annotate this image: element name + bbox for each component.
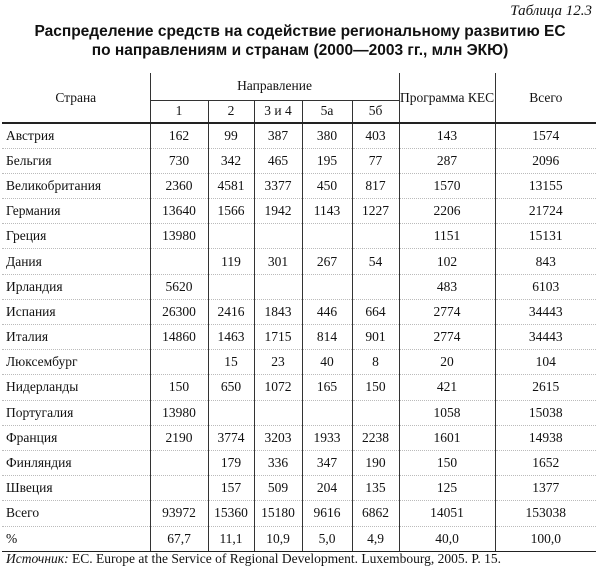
country-cell: Испания bbox=[2, 299, 150, 324]
value-cell bbox=[150, 350, 208, 375]
value-cell: 26300 bbox=[150, 299, 208, 324]
value-cell: 650 bbox=[208, 375, 254, 400]
header-direction: Направление bbox=[150, 73, 399, 100]
country-cell: Нидерланды bbox=[2, 375, 150, 400]
value-cell: 664 bbox=[352, 299, 399, 324]
table-title bbox=[0, 22, 600, 60]
country-cell: Дания bbox=[2, 249, 150, 274]
value-cell: 13980 bbox=[150, 400, 208, 425]
table-row bbox=[2, 249, 596, 274]
value-cell: 34443 bbox=[495, 299, 596, 324]
value-cell: 54 bbox=[352, 249, 399, 274]
value-cell: 380 bbox=[302, 123, 352, 148]
value-cell: 67,7 bbox=[150, 526, 208, 551]
header-total: Всего bbox=[495, 73, 596, 123]
table-title-line: Распределение средств на содействие региональному развитию ЕС bbox=[34, 23, 566, 40]
value-cell bbox=[254, 400, 302, 425]
value-cell: 15038 bbox=[495, 400, 596, 425]
value-cell: 15 bbox=[208, 350, 254, 375]
value-cell: 2096 bbox=[495, 148, 596, 173]
country-cell: Ирландия bbox=[2, 274, 150, 299]
table-body bbox=[2, 123, 596, 551]
value-cell: 15131 bbox=[495, 224, 596, 249]
value-cell: 2206 bbox=[399, 199, 495, 224]
country-cell: Бельгия bbox=[2, 148, 150, 173]
value-cell: 509 bbox=[254, 476, 302, 501]
header-direction-3-4: 3 и 4 bbox=[254, 100, 302, 123]
value-cell: 11,1 bbox=[208, 526, 254, 551]
value-cell bbox=[254, 274, 302, 299]
value-cell: 421 bbox=[399, 375, 495, 400]
table-title-line: по направлениям и странам (2000—2003 гг., млн ЭКЮ) bbox=[91, 42, 509, 59]
value-cell: 5,0 bbox=[302, 526, 352, 551]
table-row bbox=[2, 375, 596, 400]
value-cell: 77 bbox=[352, 148, 399, 173]
value-cell: 387 bbox=[254, 123, 302, 148]
value-cell: 190 bbox=[352, 450, 399, 475]
value-cell: 179 bbox=[208, 450, 254, 475]
country-cell: Великобритания bbox=[2, 173, 150, 198]
value-cell: 40 bbox=[302, 350, 352, 375]
value-cell: 2416 bbox=[208, 299, 254, 324]
value-cell bbox=[302, 400, 352, 425]
value-cell: 3377 bbox=[254, 173, 302, 198]
table-row bbox=[2, 400, 596, 425]
value-cell: 135 bbox=[352, 476, 399, 501]
table-row bbox=[2, 199, 596, 224]
value-cell bbox=[150, 476, 208, 501]
value-cell: 100,0 bbox=[495, 526, 596, 551]
table-row bbox=[2, 526, 596, 551]
table-row bbox=[2, 274, 596, 299]
value-cell: 2238 bbox=[352, 425, 399, 450]
value-cell: 1574 bbox=[495, 123, 596, 148]
value-cell: 8 bbox=[352, 350, 399, 375]
country-cell: Франция bbox=[2, 425, 150, 450]
value-cell: 901 bbox=[352, 325, 399, 350]
table-row bbox=[2, 224, 596, 249]
source-text: EC. Europe at the Service of Regional Development. Luxembourg, 2005. P. 15. bbox=[68, 551, 502, 566]
header-program: Программа КЕС bbox=[399, 73, 495, 123]
value-cell: 15360 bbox=[208, 501, 254, 526]
value-cell: 342 bbox=[208, 148, 254, 173]
table-row bbox=[2, 476, 596, 501]
value-cell: 143 bbox=[399, 123, 495, 148]
country-cell: Финляндия bbox=[2, 450, 150, 475]
value-cell: 465 bbox=[254, 148, 302, 173]
value-cell: 1072 bbox=[254, 375, 302, 400]
value-cell: 2774 bbox=[399, 299, 495, 324]
country-cell: Италия bbox=[2, 325, 150, 350]
country-cell: Люксембург bbox=[2, 350, 150, 375]
value-cell: 5620 bbox=[150, 274, 208, 299]
value-cell: 10,9 bbox=[254, 526, 302, 551]
value-cell: 3203 bbox=[254, 425, 302, 450]
value-cell: 119 bbox=[208, 249, 254, 274]
value-cell: 814 bbox=[302, 325, 352, 350]
country-cell: % bbox=[2, 526, 150, 551]
value-cell: 450 bbox=[302, 173, 352, 198]
header-country: Страна bbox=[2, 73, 150, 123]
value-cell: 1601 bbox=[399, 425, 495, 450]
value-cell: 4581 bbox=[208, 173, 254, 198]
value-cell: 1143 bbox=[302, 199, 352, 224]
value-cell bbox=[150, 450, 208, 475]
value-cell: 2615 bbox=[495, 375, 596, 400]
value-cell bbox=[208, 224, 254, 249]
value-cell: 287 bbox=[399, 148, 495, 173]
country-cell: Всего bbox=[2, 501, 150, 526]
value-cell: 1377 bbox=[495, 476, 596, 501]
value-cell: 1058 bbox=[399, 400, 495, 425]
value-cell: 1652 bbox=[495, 450, 596, 475]
header-direction-5a: 5а bbox=[302, 100, 352, 123]
value-cell: 14860 bbox=[150, 325, 208, 350]
value-cell: 20 bbox=[399, 350, 495, 375]
value-cell: 14051 bbox=[399, 501, 495, 526]
value-cell bbox=[302, 224, 352, 249]
value-cell: 267 bbox=[302, 249, 352, 274]
table-row bbox=[2, 173, 596, 198]
value-cell: 195 bbox=[302, 148, 352, 173]
value-cell: 817 bbox=[352, 173, 399, 198]
value-cell: 99 bbox=[208, 123, 254, 148]
value-cell: 150 bbox=[352, 375, 399, 400]
value-cell: 1942 bbox=[254, 199, 302, 224]
value-cell: 150 bbox=[399, 450, 495, 475]
value-cell bbox=[302, 274, 352, 299]
table-row bbox=[2, 450, 596, 475]
value-cell: 162 bbox=[150, 123, 208, 148]
value-cell: 6862 bbox=[352, 501, 399, 526]
value-cell: 13155 bbox=[495, 173, 596, 198]
source-label: Источник: bbox=[6, 551, 69, 566]
value-cell bbox=[352, 274, 399, 299]
country-cell: Германия bbox=[2, 199, 150, 224]
value-cell: 730 bbox=[150, 148, 208, 173]
value-cell: 102 bbox=[399, 249, 495, 274]
value-cell: 13980 bbox=[150, 224, 208, 249]
value-cell: 13640 bbox=[150, 199, 208, 224]
value-cell: 1566 bbox=[208, 199, 254, 224]
value-cell: 483 bbox=[399, 274, 495, 299]
value-cell bbox=[352, 224, 399, 249]
country-cell: Швеция bbox=[2, 476, 150, 501]
value-cell: 347 bbox=[302, 450, 352, 475]
header-direction-2: 2 bbox=[208, 100, 254, 123]
value-cell bbox=[208, 400, 254, 425]
value-cell: 204 bbox=[302, 476, 352, 501]
country-cell: Португалия bbox=[2, 400, 150, 425]
value-cell: 1933 bbox=[302, 425, 352, 450]
table-number: Таблица 12.3 bbox=[510, 3, 592, 19]
value-cell: 1227 bbox=[352, 199, 399, 224]
source-note bbox=[6, 551, 501, 567]
value-cell: 1715 bbox=[254, 325, 302, 350]
value-cell: 104 bbox=[495, 350, 596, 375]
value-cell: 150 bbox=[150, 375, 208, 400]
value-cell: 15180 bbox=[254, 501, 302, 526]
value-cell: 125 bbox=[399, 476, 495, 501]
header-direction-1: 1 bbox=[150, 100, 208, 123]
table-row bbox=[2, 299, 596, 324]
table-row bbox=[2, 501, 596, 526]
value-cell bbox=[208, 274, 254, 299]
value-cell: 34443 bbox=[495, 325, 596, 350]
value-cell bbox=[352, 400, 399, 425]
value-cell: 3774 bbox=[208, 425, 254, 450]
value-cell bbox=[254, 224, 302, 249]
value-cell: 1570 bbox=[399, 173, 495, 198]
value-cell: 2190 bbox=[150, 425, 208, 450]
value-cell: 403 bbox=[352, 123, 399, 148]
value-cell: 40,0 bbox=[399, 526, 495, 551]
table-row bbox=[2, 425, 596, 450]
table-row bbox=[2, 148, 596, 173]
value-cell: 446 bbox=[302, 299, 352, 324]
value-cell: 1151 bbox=[399, 224, 495, 249]
header-direction-5b: 5б bbox=[352, 100, 399, 123]
value-cell: 23 bbox=[254, 350, 302, 375]
value-cell: 153038 bbox=[495, 501, 596, 526]
value-cell: 6103 bbox=[495, 274, 596, 299]
value-cell: 4,9 bbox=[352, 526, 399, 551]
value-cell: 2774 bbox=[399, 325, 495, 350]
value-cell: 1843 bbox=[254, 299, 302, 324]
country-cell: Греция bbox=[2, 224, 150, 249]
value-cell: 14938 bbox=[495, 425, 596, 450]
value-cell: 9616 bbox=[302, 501, 352, 526]
value-cell: 157 bbox=[208, 476, 254, 501]
table-row bbox=[2, 350, 596, 375]
value-cell: 843 bbox=[495, 249, 596, 274]
data-table bbox=[2, 73, 596, 552]
country-cell: Австрия bbox=[2, 123, 150, 148]
value-cell: 301 bbox=[254, 249, 302, 274]
value-cell: 1463 bbox=[208, 325, 254, 350]
table-row bbox=[2, 325, 596, 350]
value-cell bbox=[150, 249, 208, 274]
value-cell: 93972 bbox=[150, 501, 208, 526]
value-cell: 21724 bbox=[495, 199, 596, 224]
value-cell: 165 bbox=[302, 375, 352, 400]
value-cell: 336 bbox=[254, 450, 302, 475]
table-row bbox=[2, 123, 596, 148]
value-cell: 2360 bbox=[150, 173, 208, 198]
